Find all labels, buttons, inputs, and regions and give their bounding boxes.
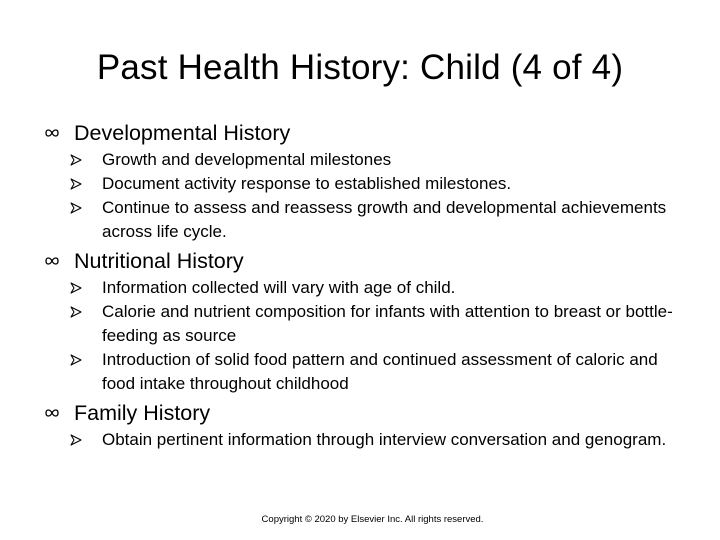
copyright-footer: Copyright © 2020 by Elsevier Inc. All rights reserved.: [261, 514, 484, 525]
sub-bullet-list: [44, 276, 684, 396]
arrowhead-icon: [70, 178, 82, 190]
infinity-loop-icon: [44, 126, 60, 140]
slide-title: Past Health History: Child (4 of 4): [96, 48, 624, 87]
arrowhead-icon: [70, 434, 82, 446]
arrowhead-icon: [70, 306, 82, 318]
arrowhead-icon: [70, 354, 82, 366]
section-heading: Family History: [44, 398, 684, 428]
list-item: Calorie and nutrient composition for infants with attention to breast or bottle-feeding as source: [70, 300, 684, 348]
list-item: Document activity response to established milestones.: [70, 172, 684, 196]
arrowhead-icon: [70, 202, 82, 214]
list-item: Growth and developmental milestones: [70, 148, 684, 172]
list-item: Introduction of solid food pattern and continued assessment of caloric and food intake throughout childhood: [70, 348, 684, 396]
section-heading: Developmental History: [44, 118, 684, 148]
infinity-loop-icon: [44, 406, 60, 420]
arrowhead-icon: [70, 282, 82, 294]
list-item: Continue to assess and reassess growth and developmental achievements across life cycle.: [70, 196, 684, 244]
list-item: Information collected will vary with age of child.: [70, 276, 684, 300]
list-item: Obtain pertinent information through interview conversation and genogram.: [70, 428, 684, 452]
sub-bullet-list: [44, 148, 684, 244]
sub-bullet-list: [44, 428, 684, 452]
slide-content: [44, 118, 684, 452]
section-nutritional-history: [44, 246, 684, 396]
section-heading: Nutritional History: [44, 246, 684, 276]
section-developmental-history: [44, 118, 684, 244]
infinity-loop-icon: [44, 254, 60, 268]
section-family-history: [44, 398, 684, 452]
arrowhead-icon: [70, 154, 82, 166]
